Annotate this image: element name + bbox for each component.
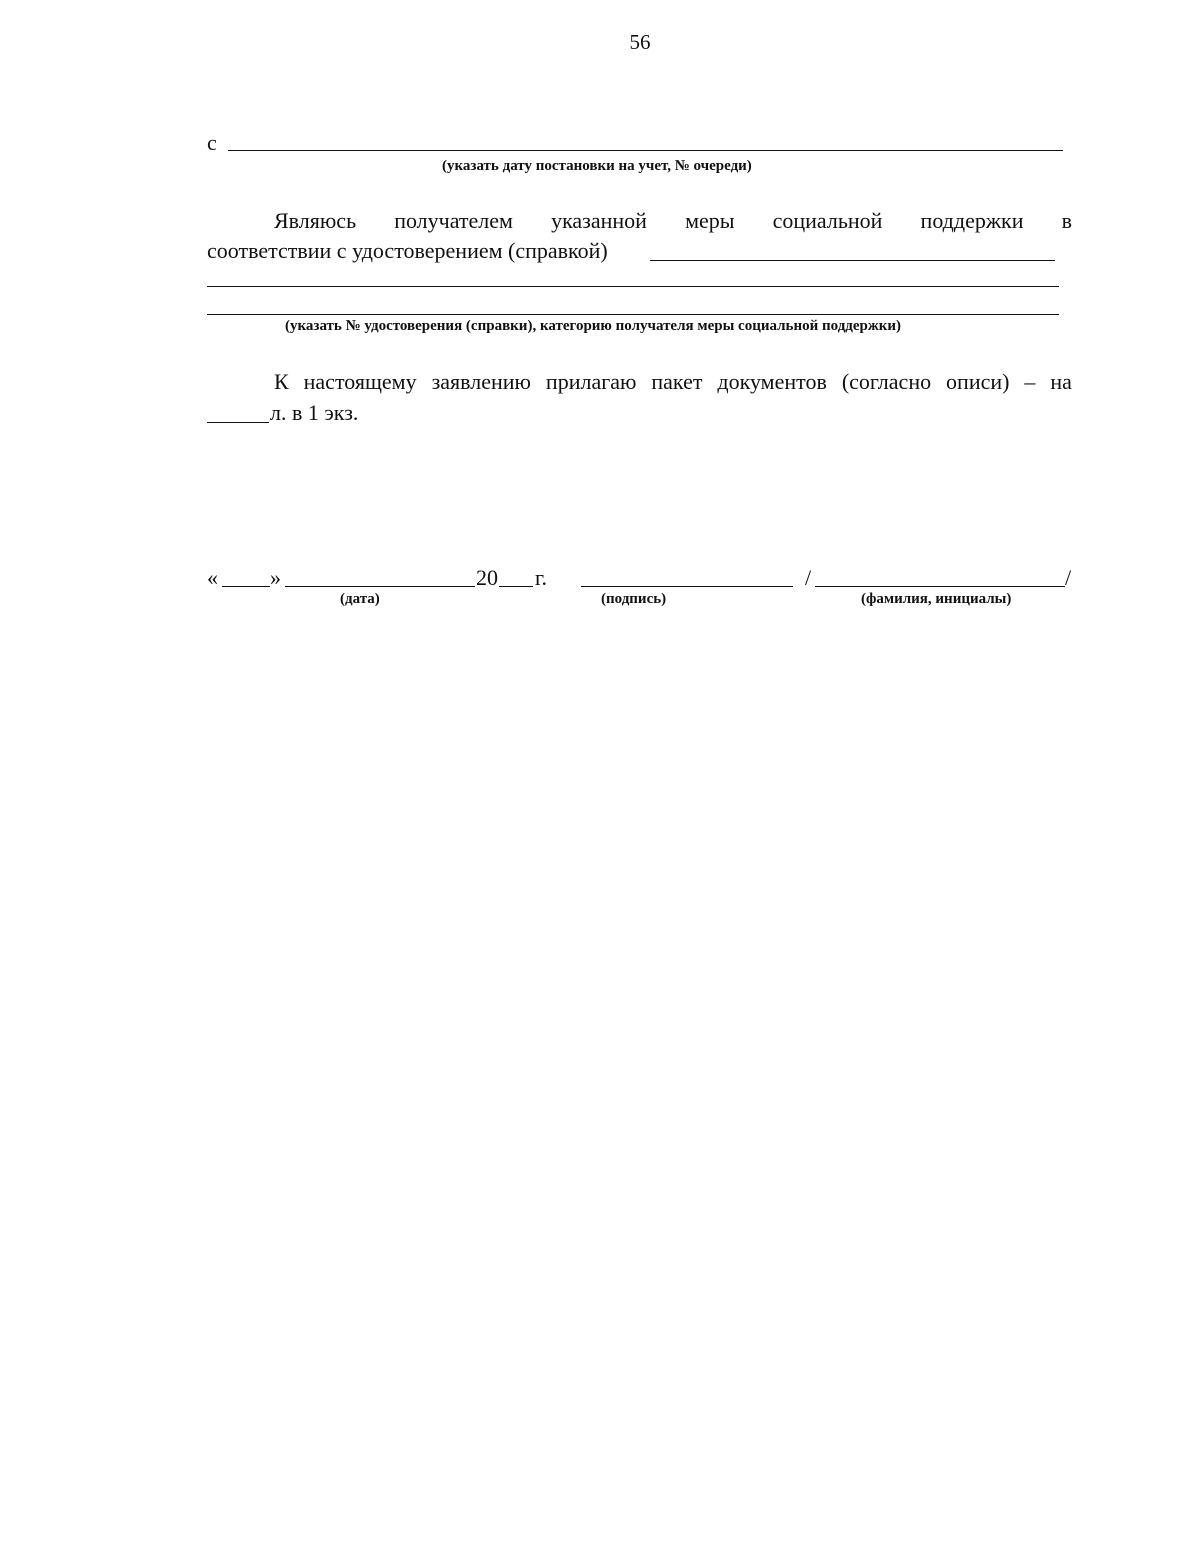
attachment-word: документов bbox=[717, 369, 827, 394]
day-field[interactable] bbox=[222, 586, 270, 587]
attachment-word: прилагаю bbox=[545, 369, 637, 394]
open-quote: « bbox=[207, 565, 218, 590]
page-number: 56 bbox=[629, 30, 651, 54]
month-field[interactable] bbox=[285, 586, 475, 587]
attachment-word: К bbox=[274, 369, 289, 394]
date-caption: (дата) bbox=[340, 591, 380, 607]
registration-prefix: с bbox=[207, 130, 217, 155]
attachment-line-1 bbox=[274, 367, 1072, 397]
recipient-line-1 bbox=[274, 206, 1072, 236]
certificate-field-2[interactable] bbox=[207, 286, 1059, 287]
certificate-field-1[interactable] bbox=[650, 260, 1055, 261]
recipient-word: получателем bbox=[394, 208, 513, 233]
name-caption: (фамилия, инициалы) bbox=[861, 591, 1012, 607]
year-field[interactable] bbox=[499, 586, 533, 587]
name-field[interactable] bbox=[815, 586, 1065, 587]
attachment-word: заявлению bbox=[431, 369, 531, 394]
attachment-word: настоящему bbox=[303, 369, 417, 394]
attachment-word: – bbox=[1024, 369, 1036, 394]
recipient-line-2: соответствии с удостоверением (справкой) bbox=[207, 238, 608, 263]
recipient-word: в bbox=[1061, 208, 1072, 233]
year-prefix: 20 bbox=[476, 565, 498, 590]
recipient-word: Являюсь bbox=[274, 208, 357, 233]
recipient-word: указанной bbox=[551, 208, 647, 233]
close-quote: » bbox=[270, 565, 281, 590]
signature-field[interactable] bbox=[581, 586, 793, 587]
registration-date-field[interactable] bbox=[228, 150, 1063, 151]
certificate-field-3[interactable] bbox=[207, 314, 1059, 315]
certificate-caption: (указать № удостоверения (справки), категорию получателя меры социальной поддержки) bbox=[285, 318, 902, 334]
recipient-word: поддержки bbox=[920, 208, 1024, 233]
recipient-word: меры bbox=[685, 208, 735, 233]
attachment-word: (согласно bbox=[841, 369, 932, 394]
attachment-word: пакет bbox=[651, 369, 703, 394]
attachment-word: на bbox=[1050, 369, 1072, 394]
slash-left: / bbox=[805, 565, 812, 590]
registration-caption: (указать дату постановки на учет, № очереди) bbox=[442, 158, 752, 174]
attachment-line-2: л. в 1 экз. bbox=[270, 400, 359, 425]
year-suffix: г. bbox=[535, 565, 548, 590]
attachment-word: описи) bbox=[946, 369, 1010, 394]
recipient-word: социальной bbox=[772, 208, 883, 233]
slash-right: / bbox=[1065, 565, 1072, 590]
sheet-count-field[interactable] bbox=[207, 422, 269, 423]
signature-caption: (подпись) bbox=[601, 591, 667, 607]
